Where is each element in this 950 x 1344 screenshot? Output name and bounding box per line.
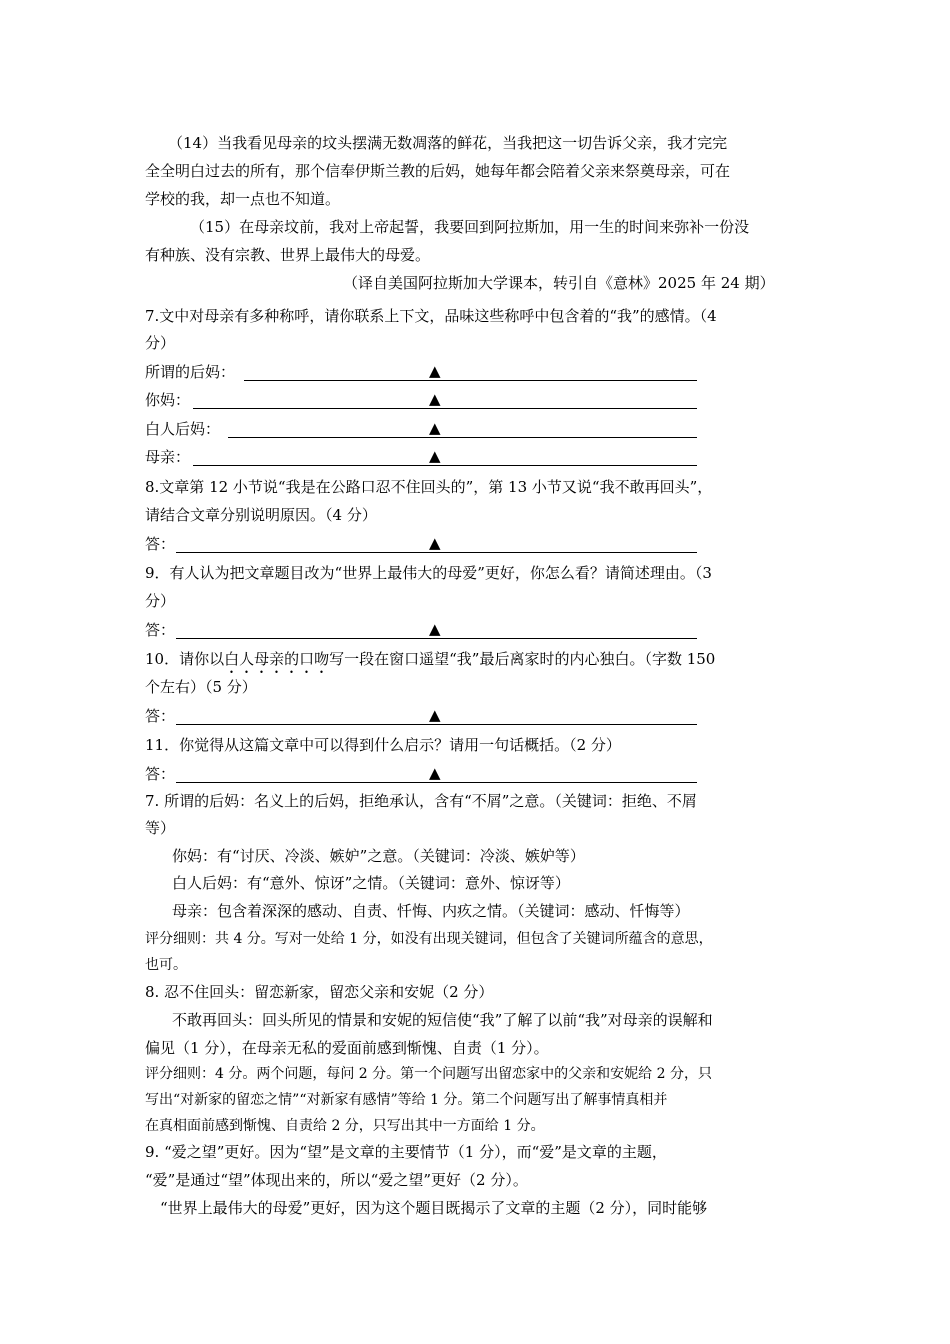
question-8-line-2: 请结合文章分别说明原因。（4 分） — [145, 506, 377, 524]
key-7-line-4: 白人后妈：有“意外、惊讶”之情。（关键词：意外、惊讶等） — [172, 874, 570, 892]
key-7-scoring-line-2: 也可。 — [145, 957, 187, 973]
key-8-scoring-line-3: 在真相面前感到惭愧、自责给 2 分，只写出其中一方面给 1 分。 — [145, 1118, 545, 1134]
triangle-marker-icon: ▲ — [429, 764, 441, 782]
triangle-marker-icon: ▲ — [429, 447, 441, 465]
key-7-scoring-line-1: 评分细则：共 4 分。写对一处给 1 分，如没有出现关键词，但包含了关键词所蕴含的意思， — [145, 931, 713, 947]
question-11-line-1: 11．你觉得从这篇文章中可以得到什么启示？请用一句话概括。（2 分） — [145, 736, 621, 754]
q10-emphasis-text: 白人母亲的口吻 — [224, 650, 330, 668]
triangle-marker-icon: ▲ — [429, 419, 441, 437]
q7-answer-field-1[interactable] — [244, 360, 697, 381]
key-8-line-1: 8. 忍不住回头：留恋新家，留恋父亲和安妮（2 分） — [145, 983, 494, 1001]
paragraph-15-line-2: 有种族、没有宗教、世界上最伟大的母爱。 — [145, 246, 431, 264]
q7-answer-label-1: 所谓的后妈： — [145, 363, 236, 381]
q7-answer-field-2[interactable] — [193, 388, 697, 409]
q7-answer-field-3[interactable] — [228, 417, 697, 438]
key-8-line-2: 不敢再回头：回头所见的情景和安妮的短信使“我”了解了以前“我”对母亲的误解和 — [172, 1011, 713, 1029]
key-7-line-2: 等） — [145, 819, 176, 837]
question-7-line-2: 分） — [145, 334, 176, 352]
question-10-line-1 — [145, 649, 715, 677]
q7-answer-label-3: 白人后妈： — [145, 420, 221, 438]
q11-answer-label: 答： — [145, 765, 176, 783]
question-7-line-1: 7.文中对母亲有多种称呼，请你联系上下文，品味这些称呼中包含着的“我”的感情。（4 — [145, 307, 717, 325]
key-8-scoring-line-1: 评分细则：4 分。两个问题，每问 2 分。第一个问题写出留恋家中的父亲和安妮给 2 分，只 — [145, 1066, 712, 1082]
q10-text-c: 写一段在窗口遥望“我”最后离家时的内心独白。（字数 150 — [329, 650, 716, 668]
paragraph-14-line-2: 全全明白过去的所有，那个信奉伊斯兰教的后妈，她每年都会陪着父亲来祭奠母亲，可在 — [145, 162, 731, 180]
q9-answer-label: 答： — [145, 621, 176, 639]
paragraph-14-line-1: （14）当我看见母亲的坟头摆满无数凋落的鲜花，当我把这一切告诉父亲，我才完完 — [168, 134, 728, 152]
key-8-scoring-line-2: 写出“对新家的留恋之情”“对新家有感情”等给 1 分。第二个问题写出了解事情真相并 — [145, 1092, 668, 1108]
q8-answer-label: 答： — [145, 535, 176, 553]
key-9-line-3: “世界上最伟大的母爱”更好，因为这个题目既揭示了文章的主题（2 分），同时能够 — [160, 1199, 708, 1217]
triangle-marker-icon: ▲ — [429, 706, 441, 724]
key-7-line-3: 你妈：有“讨厌、冷淡、嫉妒”之意。（关键词：冷淡、嫉妒等） — [172, 847, 585, 865]
q7-answer-label-4: 母亲： — [145, 448, 191, 466]
paragraph-14-line-3: 学校的我，却一点也不知道。 — [145, 190, 341, 208]
q10-answer-label: 答： — [145, 707, 176, 725]
question-10-line-2: 个左右）（5 分） — [145, 678, 257, 696]
triangle-marker-icon: ▲ — [429, 534, 441, 552]
question-9-line-2: 分） — [145, 592, 176, 610]
key-7-line-5: 母亲：包含着深深的感动、自责、忏悔、内疚之情。（关键词：感动、忏悔等） — [172, 902, 690, 920]
question-8-line-1: 8.文章第 12 小节说“我是在公路口忍不住回头的”，第 13 小节又说“我不敢再回头”， — [145, 478, 713, 496]
article-source: （译自美国阿拉斯加大学课本，转引自《意林》2025 年 24 期） — [343, 274, 775, 292]
key-8-line-3: 偏见（1 分），在母亲无私的爱面前感到惭愧、自责（1 分）。 — [145, 1039, 549, 1057]
q7-answer-field-4[interactable] — [193, 445, 697, 466]
q10-text-a: 10．请你以 — [145, 650, 225, 668]
paragraph-15-line-1: （15）在母亲坟前，我对上帝起誓，我要回到阿拉斯加，用一生的时间来弥补一份没 — [190, 218, 750, 236]
triangle-marker-icon: ▲ — [429, 620, 441, 638]
key-9-line-1: 9. “爱之望”更好。因为“望”是文章的主要情节（1 分），而“爱”是文章的主题， — [145, 1143, 667, 1161]
triangle-marker-icon: ▲ — [429, 362, 441, 380]
key-7-line-1: 7. 所谓的后妈：名义上的后妈，拒绝承认，含有“不屑”之意。（关键词：拒绝、不屑 — [145, 792, 697, 810]
q7-answer-label-2: 你妈： — [145, 391, 191, 409]
triangle-marker-icon: ▲ — [429, 390, 441, 408]
question-9-line-1: 9．有人认为把文章题目改为“世界上最伟大的母爱”更好，你怎么看？请简述理由。（3 — [145, 564, 712, 582]
key-9-line-2: “爱”是通过“望”体现出来的，所以“爱之望”更好（2 分）。 — [145, 1171, 528, 1189]
